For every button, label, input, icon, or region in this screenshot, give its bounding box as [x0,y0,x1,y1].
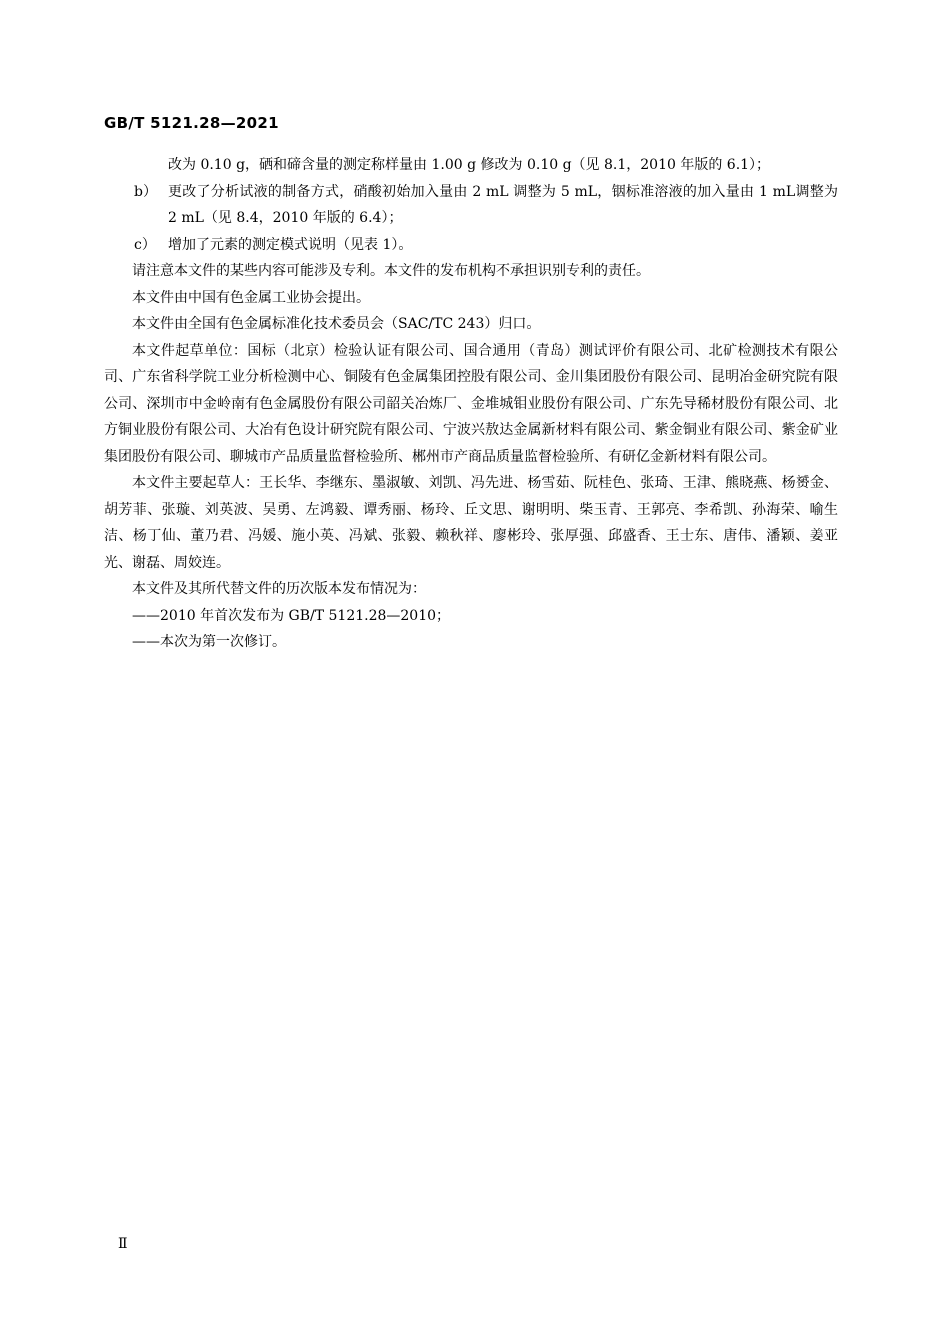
centralized-statement: 本文件由全国有色金属标准化技术委员会（SAC/TC 243）归口。 [132,316,541,332]
patent-notice: 请注意本文件的某些内容可能涉及专利。本文件的发布机构不承担识别专利的责任。 [132,263,650,279]
change-item-b [104,179,838,232]
history-item: ——本次为第一次修订。 [132,634,286,650]
main-drafters: 本文件主要起草人：王长华、李继东、墨淑敏、刘凯、冯先进、杨雪茹、阮桂色、张琦、王津、熊晓燕、杨赟金、胡芳菲、张璇、刘英波、吴勇、左鸿毅、谭秀丽、杨玲、丘文思、谢明明、柴玉青、王郭亮、李希凯、孙海荣、喻生洁、杨丁仙、董乃君、冯媛、施小英、冯斌、张毅、赖秋祥、廖彬玲、张厚强、邱盛香、王士东、唐伟、潘颖、姜亚光、谢磊、周姣连。 [104,475,838,571]
history-item: ——2010 年首次发布为 GB/T 5121.28—2010； [132,607,451,624]
page-number: Ⅱ [118,1236,128,1252]
item-text-c: 增加了元素的测定模式说明（见表 1）。 [168,236,413,253]
proposer-statement: 本文件由中国有色金属工业协会提出。 [132,289,370,306]
document-code-header: GB/T 5121.28—2021 [104,114,279,132]
drafting-units: 本文件起草单位：国标（北京）检验认证有限公司、国合通用（青岛）测试评价有限公司、北矿检测技术有限公司、广东省科学院工业分析检测中心、铜陵有色金属集团控股有限公司、金川集团股份有限公司、昆明冶金研究院有限公司、深圳市中金岭南有色金属股份有限公司韶关冶炼厂、金堆城钼业股份有限公司、广东先导稀材股份有限公司、北方铜业股份有限公司、大冶有色设计研究院有限公司、宁波兴敖达金属新材料有限公司、紫金铜业有限公司、紫金矿业集团股份有限公司、聊城市产品质量监督检验所、郴州市产商品质量监督检验所、有研亿金新材料有限公司。 [104,342,838,465]
item-text-b: 更改了分析试液的制备方式，硝酸初始加入量由 2 mL 调整为 5 mL，铟标准溶液的加入量由 1 mL调整为 2 mL（见 8.4，2010 年版的 6.4）； [168,183,838,226]
item-mark-c: c） [134,236,156,253]
item-a-continuation: 改为 0.10 g，硒和碲含量的测定称样量由 1.00 g 修改为 0.10 g（见 8.1，2010 年版的 6.1）； [168,157,771,173]
foreword-body [104,152,838,656]
change-item-c [104,232,838,259]
item-mark-b: b） [134,183,157,200]
version-history-intro: 本文件及其所代替文件的历次版本发布情况为： [132,581,426,597]
